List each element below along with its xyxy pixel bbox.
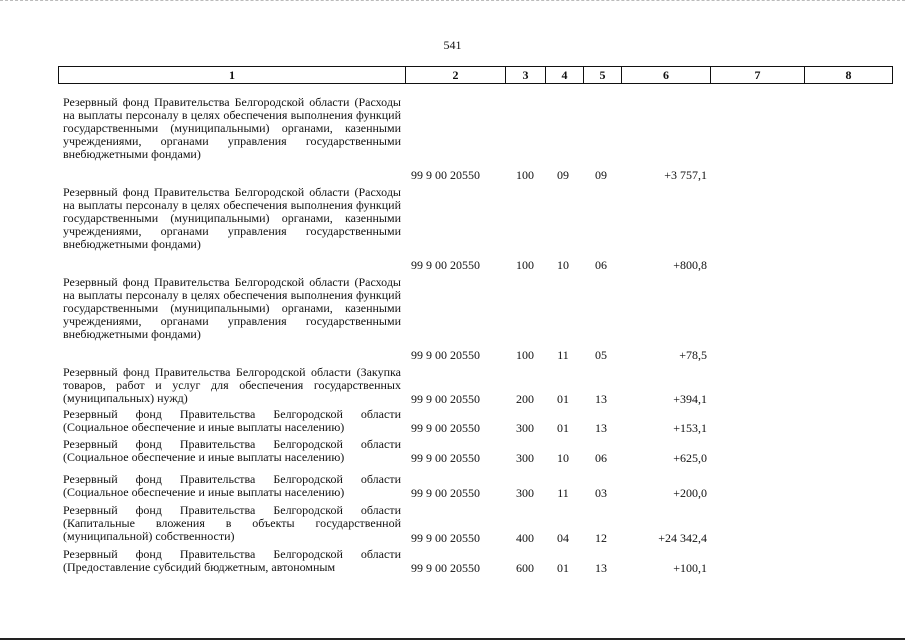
row-amount: +78,5 [679,348,707,362]
table-row [63,438,893,465]
row-section: 01 [557,561,569,575]
row-code: 99 9 00 20550 [411,421,480,435]
column-header-table [58,66,893,84]
row-section: 11 [557,486,569,500]
row-description: Резервный фонд Правительства Белгородской области (Социальное обеспечение и иные выплаты населению) [63,437,401,464]
row-subsection: 09 [595,168,607,182]
row-section: 04 [557,531,569,545]
column-header-6: 6 [622,67,711,84]
column-header-5: 5 [584,67,622,84]
row-description: Резервный фонд Правительства Белгородской области (Капитальные вложения в объекты государственной (муниципальной) собственности) [63,503,401,543]
row-subsection: 13 [595,561,607,575]
row-expense-type: 100 [516,348,534,362]
table-row [63,408,893,435]
row-expense-type: 300 [516,421,534,435]
table-row [63,96,893,182]
row-subsection: 05 [595,348,607,362]
row-subsection: 06 [595,258,607,272]
row-description: Резервный фонд Правительства Белгородской области (Расходы на выплаты персоналу в целях обеспечения выполнения функций государственными (муниципальными) органами, казенными учреждениями, органами управления государственными внебюджетными фондами) [63,275,401,341]
row-code: 99 9 00 20550 [411,561,480,575]
column-header-8: 8 [805,67,893,84]
row-description: Резервный фонд Правительства Белгородской области (Закупка товаров, работ и услуг для обеспечения государственных (муниципальных) нужд) [63,365,401,405]
row-description: Резервный фонд Правительства Белгородской области (Расходы на выплаты персоналу в целях обеспечения выполнения функций государственными (муниципальными) органами, казенными учреждениями, органами управления государственными внебюджетными фондами) [63,185,401,251]
column-header-7: 7 [711,67,805,84]
table-row [63,473,893,500]
row-code: 99 9 00 20550 [411,392,480,406]
row-description: Резервный фонд Правительства Белгородской области (Социальное обеспечение и иные выплаты населению) [63,407,401,434]
row-amount: +625,0 [673,451,707,465]
row-amount: +24 342,4 [658,531,707,545]
column-header-row [59,67,893,84]
row-subsection: 13 [595,421,607,435]
table-row [63,548,893,575]
row-section: 10 [557,258,569,272]
row-expense-type: 300 [516,486,534,500]
row-expense-type: 100 [516,168,534,182]
page-number: 541 [443,38,462,52]
row-code: 99 9 00 20550 [411,348,480,362]
row-code: 99 9 00 20550 [411,168,480,182]
row-section: 01 [557,392,569,406]
row-code: 99 9 00 20550 [411,258,480,272]
row-amount: +153,1 [673,421,707,435]
row-amount: +200,0 [673,486,707,500]
row-section: 10 [557,451,569,465]
row-code: 99 9 00 20550 [411,451,480,465]
row-subsection: 13 [595,392,607,406]
row-section: 09 [557,168,569,182]
row-code: 99 9 00 20550 [411,486,480,500]
scan-edge-top [0,0,905,5]
table-row [63,366,893,406]
row-amount: +100,1 [673,561,707,575]
row-description: Резервный фонд Правительства Белгородской области (Предоставление субсидий бюджетным, автономным [63,547,401,574]
row-section: 01 [557,421,569,435]
column-header-1: 1 [59,67,406,84]
row-expense-type: 600 [516,561,534,575]
row-amount: +3 757,1 [664,168,707,182]
column-header-3: 3 [506,67,546,84]
column-header-4: 4 [546,67,584,84]
column-header-2: 2 [406,67,506,84]
row-amount: +800,8 [673,258,707,272]
table-row [63,276,893,362]
table-row [63,504,893,545]
row-subsection: 03 [595,486,607,500]
table-row [63,186,893,272]
row-expense-type: 200 [516,392,534,406]
row-expense-type: 400 [516,531,534,545]
row-amount: +394,1 [673,392,707,406]
row-section: 11 [557,348,569,362]
row-subsection: 06 [595,451,607,465]
row-description: Резервный фонд Правительства Белгородской области (Расходы на выплаты персоналу в целях обеспечения выполнения функций государственными (муниципальными) органами, казенными учреждениями, органами управления государственными внебюджетными фондами) [63,95,401,161]
row-code: 99 9 00 20550 [411,531,480,545]
row-expense-type: 300 [516,451,534,465]
row-expense-type: 100 [516,258,534,272]
row-description: Резервный фонд Правительства Белгородской области (Социальное обеспечение и иные выплаты населению) [63,472,401,499]
row-subsection: 12 [595,531,607,545]
